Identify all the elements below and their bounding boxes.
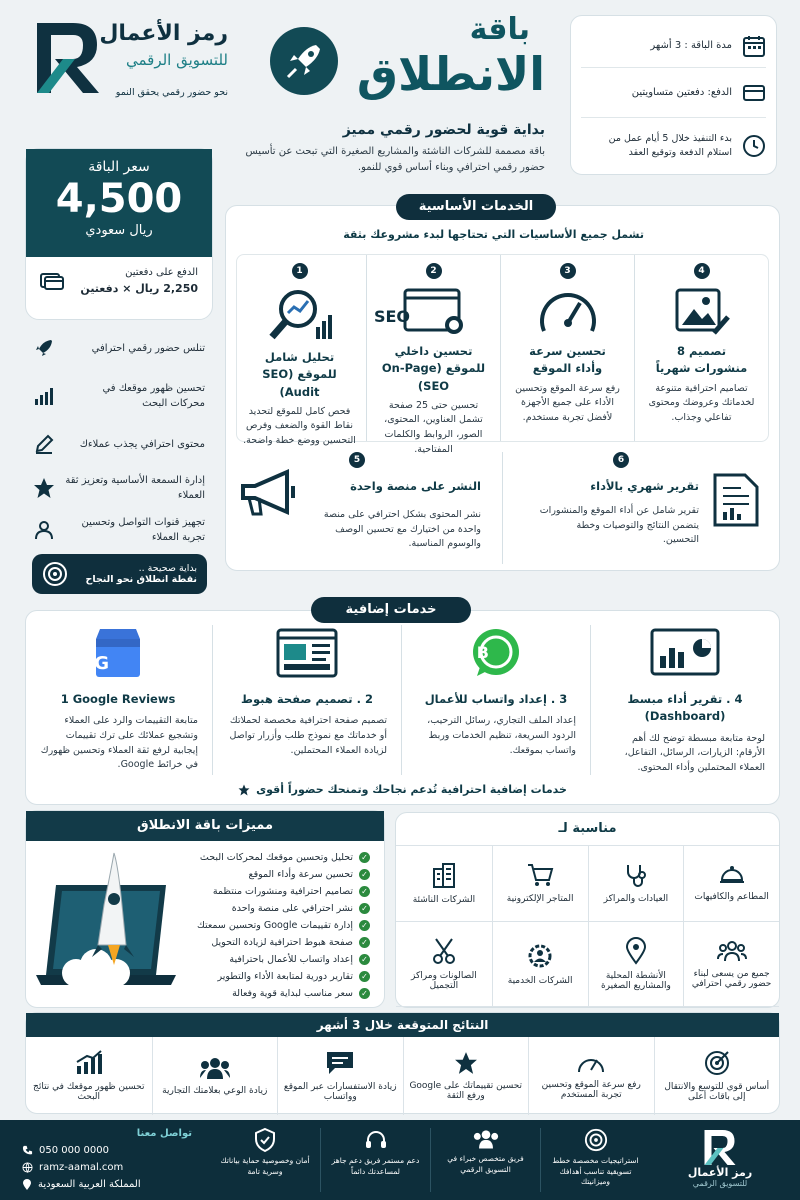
extra-service-title: 4 . تقرير أداء مبسط (Dashboard): [627, 692, 743, 724]
feature-text: إدارة تقييمات Google وتحسين سمعتك: [196, 920, 353, 931]
feature-item: [175, 849, 370, 866]
feature-text: نشر احترافي على منصة واحدة: [231, 903, 353, 914]
features-heading: مميزات باقة الانطلاق: [26, 811, 384, 841]
extra-services-heading: خدمات إضافية: [311, 597, 471, 623]
speedometer-icon: [501, 287, 634, 337]
buildings-icon: [431, 861, 457, 889]
hero-description: باقة مصممة للشركات الناشئة والمشاريع الصغيرة التي تبحث عن تأسيس حضور رقمي احترافي وبناء أساس قوي للنمو.: [245, 146, 545, 173]
suitable-text: جميع من يسعى لبناء حضور رقمي احترافي: [691, 968, 772, 989]
service-number: 5: [349, 452, 365, 468]
contact-site: ramz-aamal.com: [39, 1162, 124, 1173]
gauge-icon: [576, 1052, 606, 1074]
calendar-icon: [742, 34, 766, 58]
extra-service-title: 3 . إعداد واتساب للأعمال: [424, 692, 568, 706]
cloche-icon: [718, 864, 746, 886]
expected-results: [25, 1012, 780, 1114]
footer-contact: [22, 1128, 192, 1193]
extra-service-2: [213, 625, 401, 775]
service-desc: تقرير شامل عن أداء الموقع والمنشورات يتضمن النتائج والتوصيات وخطة التحسين.: [539, 505, 699, 546]
service-desc: رفع سرعة الموقع وتحسين الأداء على جميع الأجهزة لأفضل تجربة مستخدم.: [515, 382, 620, 423]
contact-country: المملكة العربية السعودية: [38, 1179, 141, 1190]
core-services-subheading: تشمل جميع الأساسيات التي تحتاجها لبدء مشروعك بثقة: [343, 228, 644, 241]
dashboard-icon: [591, 625, 779, 681]
feature-item: [175, 866, 370, 883]
result-item: [528, 1037, 654, 1115]
feature-text: تصاميم احترافية ومنشورات منتظمة: [212, 886, 353, 897]
service-title: تحليل شامل للموقع (SEO Audit): [262, 350, 337, 399]
service-card-4: [635, 255, 768, 441]
benefit-text: إدارة السمعة الأساسية وتعزيز ثقة العملاء: [65, 475, 205, 501]
card-icon: [742, 81, 766, 105]
package-info-card: [570, 15, 777, 175]
installments-label: الدفع على دفعتين: [125, 267, 198, 278]
pin-icon: [625, 937, 647, 965]
service-desc: تصاميم احترافية متنوعة لخدماتك وعروضك ومحتوى تفاعلي وجذاب.: [648, 382, 755, 423]
feature-item: [175, 985, 370, 1002]
core-services: [225, 199, 780, 571]
check-icon: ✓: [359, 920, 370, 931]
extra-services-row: [26, 625, 779, 775]
suitable-item: [396, 845, 492, 922]
feature-item: [175, 934, 370, 951]
extra-service-desc: لوحة متابعة مبسطة توضح لك أهم الأرقام: الزيارات، الرسائل، التفاعل، العملاء المحتملين وأداء المحتوى.: [624, 732, 765, 773]
team-icon: [473, 1128, 499, 1150]
result-item: [277, 1037, 403, 1115]
footer: [0, 1120, 800, 1200]
footer-brand-name: رمز الأعمال: [687, 1166, 753, 1179]
result-text: رفع سرعة الموقع وتحسين تجربة المستخدم: [541, 1080, 641, 1100]
service-card-1: [233, 255, 366, 447]
result-text: زيادة الاستفسارات عبر الموقع وواتساب: [283, 1082, 397, 1102]
extra-service-title: 1 Google Reviews: [60, 692, 176, 706]
suitable-text: العيادات والمراكز: [603, 894, 669, 905]
feature-item: [175, 917, 370, 934]
pillar-text: فريق متخصص خبراء في التسويق الرقمي: [447, 1154, 524, 1174]
service-card-2: [367, 255, 500, 455]
side-benefit-item: [25, 421, 213, 467]
feature-item: [175, 900, 370, 917]
google-business-icon: [24, 625, 212, 681]
result-text: تحسين تقييماتك على Google ورفع الثقة: [409, 1081, 523, 1101]
side-benefit-item: [25, 509, 213, 551]
suitable-for: [395, 812, 780, 1008]
footer-brand: [670, 1128, 770, 1188]
service-desc: تحسين حتى 25 صفحة تشمل العناوين، المحتوى، الصور، الروابط والكلمات المفتاحية.: [384, 399, 483, 455]
extra-service-4: [591, 625, 779, 775]
core-services-row-2: [236, 452, 769, 564]
side-banner-line1: بداية صحيحة ..: [138, 563, 197, 574]
suitable-for-heading: مناسبة لـ: [558, 821, 617, 836]
feature-text: سعر مناسب لبداية قوية وفعالة: [232, 988, 353, 999]
package-info-text: بدء التنفيذ خلال 5 أيام عمل من استلام الدفعة وتوقيع العقد: [608, 132, 732, 158]
extra-services-footer: [26, 783, 779, 796]
benefit-text: تجهيز قنوات التواصل وتحسين تجربة العملاء: [81, 517, 205, 543]
price-installments: [26, 257, 212, 305]
check-icon: ✓: [359, 954, 370, 965]
side-banner-line2: نقطة انطلاق نحو النجاح: [85, 574, 197, 585]
feature-text: تقارير دورية لمتابعة الأداء والتطوير: [217, 971, 353, 982]
result-item: [654, 1037, 780, 1115]
users-icon: [33, 519, 55, 541]
pillar-text: أمان وخصوصية حماية بياناتك وسرية تامة: [220, 1156, 310, 1176]
check-icon: ✓: [359, 852, 370, 863]
result-item: [26, 1037, 152, 1115]
pillar-text: دعم مستمر فريق دعم جاهز لمساعدتك دائماً: [331, 1156, 420, 1176]
contact-country-row: [22, 1176, 192, 1193]
benefit-text: تحسين ظهور موقعك في محركات البحث: [102, 383, 205, 409]
group-icon: [717, 939, 747, 963]
extra-service-desc: إعداد الملف التجاري، رسائل الترحيب، الردود السريعة، تنظيم الخدمات وربط واتساب بموقعك.: [427, 715, 576, 756]
suitable-item: [396, 922, 492, 1008]
result-item: [152, 1037, 278, 1115]
result-text: أساس قوي للتوسع والانتقال إلى باقات أعلى: [664, 1082, 770, 1102]
check-icon: ✓: [359, 937, 370, 948]
bars-icon: [75, 1050, 103, 1076]
pillar-text: استراتيجيات مخصصة خطط تسويقية تناسب أهدافك وميزانيتك: [552, 1156, 639, 1186]
service-title: تصميم 8 منشورات شهرياً: [655, 344, 748, 376]
results-row: [26, 1037, 779, 1115]
benefit-text: تنلس حضور رقمي احترافي: [91, 342, 205, 354]
core-services-row-1: [236, 254, 769, 455]
suitable-item: [492, 845, 588, 922]
svg-text:G: G: [94, 653, 109, 674]
check-icon: ✓: [359, 869, 370, 880]
service-number: 1: [292, 263, 308, 279]
target-icon: [42, 561, 68, 587]
side-benefit-item: [25, 467, 213, 509]
side-benefit-item: [25, 325, 213, 371]
package-info-start: [581, 118, 766, 174]
check-icon: ✓: [359, 971, 370, 982]
service-number: 6: [613, 452, 629, 468]
contact-label: تواصل معنا: [136, 1128, 192, 1139]
extra-service-3: [402, 625, 590, 775]
features-panel: [25, 810, 385, 1008]
core-services-heading: الخدمات الأساسية: [396, 194, 556, 220]
suitable-item: [588, 922, 684, 1008]
brand-logo: [33, 19, 103, 95]
extra-service-desc: تصميم صفحة احترافية مخصصة لحملاتك أو خدماتك مع نموذج طلب وأزرار تواصل لزيادة العملاء المحتملين.: [229, 715, 387, 756]
svg-text:SEO: SEO: [373, 307, 410, 326]
brand-name: رمز الأعمال: [99, 21, 228, 46]
price-label: سعر الباقة: [88, 159, 150, 175]
contact-phone: 050 000 0000: [39, 1145, 109, 1156]
hero-title-main: الانطلاق: [356, 47, 545, 101]
rocket-icon: [33, 337, 55, 359]
contact-phone-row[interactable]: [22, 1142, 192, 1159]
shield-icon: [254, 1128, 276, 1152]
brand-block: [23, 15, 228, 105]
price-header: [26, 149, 212, 257]
extra-footer-text: خدمات إضافية احترافية تُدعم نجاحك وتمنحك حضوراً أقوى: [256, 783, 567, 796]
suitable-item: [492, 922, 588, 1008]
scissors-icon: [432, 937, 456, 965]
check-icon: ✓: [359, 886, 370, 897]
service-number: 4: [694, 263, 710, 279]
service-number: 2: [426, 263, 442, 279]
star-icon: [33, 477, 55, 499]
hero: [230, 12, 560, 172]
service-card-3: [501, 255, 634, 441]
service-title: تقرير شهري بالأداء: [590, 479, 699, 493]
features-list: [175, 849, 370, 1002]
chat-icon: [325, 1050, 355, 1076]
service-number: 3: [560, 263, 576, 279]
results-heading: النتائج المتوقعة خلال 3 أشهر: [26, 1013, 779, 1037]
extra-service-1: [24, 625, 212, 775]
check-icon: ✓: [359, 903, 370, 914]
suitable-text: المتاجر الإلكترونية: [506, 894, 574, 905]
pen-icon: [33, 433, 55, 455]
suitable-text: الصالونات ومراكز التجميل: [411, 970, 477, 991]
package-info-duration: [581, 24, 766, 68]
suitable-item: [683, 922, 779, 1008]
chart-icon: [33, 385, 55, 407]
installments-value: 2,250 ريال × دفعتين: [80, 282, 198, 295]
extra-service-title: 2 . تصميم صفحة هبوط: [241, 692, 373, 706]
footer-pillars: [210, 1128, 650, 1192]
footer-pillar: [540, 1128, 650, 1192]
star-icon: [454, 1051, 478, 1075]
suitable-text: الشركات الناشئة: [412, 895, 476, 906]
result-text: زيادة الوعي بعلامتك التجارية: [162, 1086, 268, 1096]
report-icon: [711, 472, 761, 528]
laptop-rocket-illustration: [36, 845, 186, 1005]
service-title: تحسين داخلي للموقع (On-Page SEO): [381, 344, 486, 393]
feature-item: [175, 951, 370, 968]
package-info-text: مدة الباقة : 3 أشهر: [650, 40, 732, 51]
target-icon: [584, 1128, 608, 1152]
suitable-item: [683, 845, 779, 922]
check-icon: ✓: [359, 988, 370, 999]
service-desc: نشر المحتوى بشكل احترافي على منصة واحدة من اختيارك مع تحسين الوصف والوسوم المناسبة.: [323, 509, 481, 550]
cart-icon: [526, 862, 554, 888]
service-title: النشر على منصة واحدة: [350, 479, 481, 493]
benefit-text: محتوى احترافي يجذب عملاءك: [79, 438, 205, 450]
footer-pillar: [320, 1128, 430, 1192]
feature-text: صفحة هبوط احترافية لزيادة التحويل: [211, 937, 353, 948]
side-banner: [32, 554, 207, 594]
headset-icon: [364, 1128, 388, 1152]
service-title: تحسين سرعة وأداء الموقع: [529, 344, 606, 376]
suitable-text: الشركات الخدمية: [507, 975, 573, 986]
result-text: تحسين ظهور موقعك في نتائج البحث: [33, 1082, 145, 1102]
svg-text:B: B: [476, 643, 489, 662]
gallery-icon: [635, 287, 768, 337]
location-icon: [22, 1179, 32, 1191]
magnifier-chart-icon: [233, 287, 366, 343]
hero-tagline: بداية قوية لحضور رقمي مميز: [342, 122, 545, 138]
side-benefit-item: [25, 371, 213, 421]
brand-subtitle: للتسويق الرقمي: [125, 51, 228, 69]
feature-text: تحليل وتحسين موقعك لمحركات البحث: [199, 852, 353, 863]
package-info-text: الدفع: دفعتين متساويتين: [631, 87, 732, 98]
feature-text: إعداد واتساب للأعمال باحترافية: [229, 954, 353, 965]
side-benefits: [25, 325, 213, 551]
gear-person-icon: [526, 942, 554, 970]
extra-services: [25, 602, 780, 805]
brand-slogan: نحو حضور رقمي يحقق النمو: [115, 87, 228, 98]
rocket-badge-icon: [270, 27, 338, 95]
service-card-5: [237, 452, 493, 564]
result-item: [403, 1037, 529, 1115]
extra-service-desc: متابعة التقييمات والرد على العملاء وتشجيع عملائك على ترك تقييمات إيجابية لرفع ثقة العملاء وتحسين ظهورك في خرائط Google.: [40, 715, 198, 771]
hero-title-top: باقة: [469, 12, 530, 47]
megaphone-icon: [237, 468, 301, 518]
feature-item: [175, 968, 370, 985]
clock-icon: [742, 134, 766, 158]
wallet-icon: [40, 271, 64, 291]
star-icon: [238, 784, 250, 796]
stethoscope-icon: [623, 862, 649, 888]
landing-page-icon: [213, 625, 401, 681]
seo-icon: [367, 287, 500, 337]
price-amount: 4,500: [55, 176, 183, 222]
suitable-text: المطاعم والكافيهات: [694, 892, 769, 903]
footer-brand-sub: للتسويق الرقمي: [692, 1179, 748, 1188]
service-desc: فحص كامل للموقع لتحديد نقاط القوة والضعف وفرص التحسين ووضع خطة واضحة.: [243, 405, 356, 447]
suitable-text: الأنشطة المحلية والمشاريع الصغيرة: [600, 970, 671, 991]
price-currency: ريال سعودي: [85, 223, 153, 238]
footer-pillar: [210, 1128, 320, 1192]
suitable-item: [588, 845, 684, 922]
group-icon: [200, 1056, 230, 1080]
feature-item: [175, 883, 370, 900]
price-card: [25, 148, 213, 320]
target-icon: [704, 1050, 730, 1076]
footer-logo: [670, 1128, 770, 1166]
feature-text: تحسين سرعة وأداء الموقع: [248, 869, 353, 880]
contact-site-row[interactable]: [22, 1159, 192, 1176]
suitable-grid: [396, 845, 779, 1007]
phone-icon: [22, 1145, 33, 1156]
globe-icon: [22, 1162, 33, 1173]
whatsapp-icon: [402, 625, 590, 681]
service-card-6: [513, 452, 769, 564]
package-info-payment: [581, 68, 766, 118]
footer-pillar: [430, 1128, 540, 1192]
